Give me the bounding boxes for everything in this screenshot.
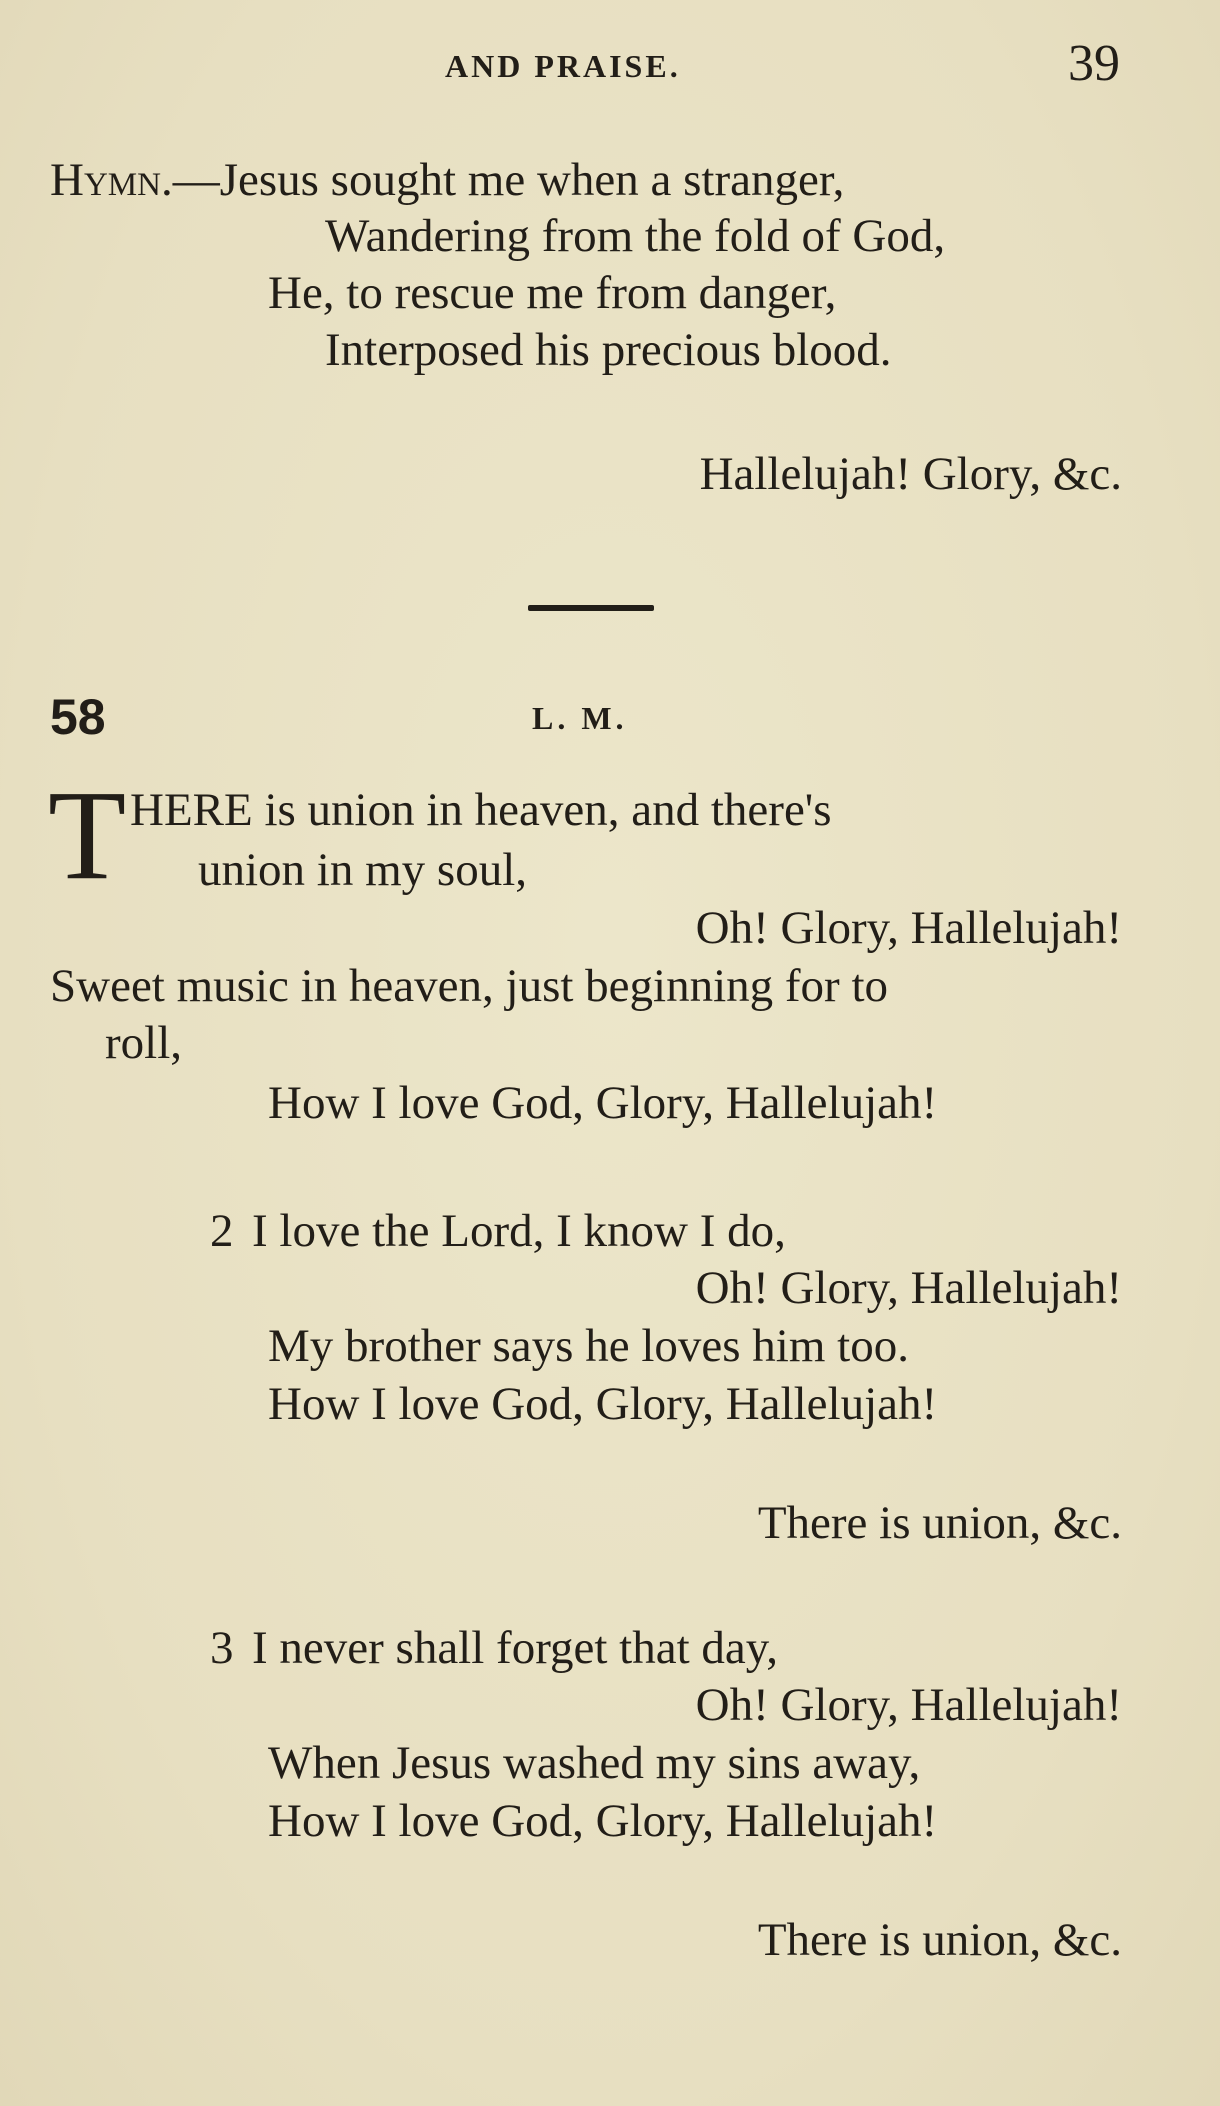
hymn-stanza-line-4: Interposed his precious blood. <box>325 324 892 376</box>
hymn-stanza-line-3: He, to rescue me from danger, <box>268 267 837 319</box>
hymn-stanza-line-1 <box>50 152 844 208</box>
verse1-line-4: Sweet music in heaven, just beginning for to <box>50 960 889 1012</box>
verse1-line-1: HERE is union in heaven, and there's <box>130 784 832 836</box>
verse1-line-2: union in my soul, <box>198 844 528 896</box>
hymn-stanza-line-2: Wandering from the fold of God, <box>325 210 946 262</box>
verse1-line-3: Oh! Glory, Hallelujah! <box>695 902 1122 954</box>
running-header: AND PRAISE. <box>445 48 681 84</box>
hymn-dash: — <box>172 154 220 206</box>
section-divider <box>528 605 654 611</box>
verse2-line-2: Oh! Glory, Hallelujah! <box>695 1262 1122 1314</box>
page-number: 39 <box>1068 35 1120 92</box>
hymn-stanza-refrain: Hallelujah! Glory, &c. <box>699 448 1122 500</box>
drop-cap: T <box>48 764 127 906</box>
verse3-line-2: Oh! Glory, Hallelujah! <box>695 1679 1122 1731</box>
verse2-line-4: How I love God, Glory, Hallelujah! <box>268 1378 938 1430</box>
verse2-line-1 <box>210 1203 786 1259</box>
verse1-line-6: How I love God, Glory, Hallelujah! <box>268 1077 938 1129</box>
verse3-line-4: How I love God, Glory, Hallelujah! <box>268 1795 938 1847</box>
verse2-line-3: My brother says he loves him too. <box>268 1320 909 1372</box>
hymn-number: 58 <box>50 689 106 745</box>
hymn-stanza-text-1: Jesus sought me when a stranger, <box>219 154 845 206</box>
verse3-number: 3 <box>210 1622 234 1674</box>
verse2-text-1: I love the Lord, I know I do, <box>252 1205 786 1257</box>
verse1-line-5: roll, <box>105 1017 183 1069</box>
verse3-line-3: When Jesus washed my sins away, <box>268 1737 921 1789</box>
verse3-refrain: There is union, &c. <box>757 1914 1122 1966</box>
verse3-text-1: I never shall forget that day, <box>252 1622 778 1674</box>
verse2-refrain: There is union, &c. <box>757 1497 1122 1549</box>
verse3-line-1 <box>210 1620 778 1676</box>
verse2-number: 2 <box>210 1205 234 1257</box>
hymn-meter: L. M. <box>532 700 628 736</box>
hymn-label: Hymn. <box>50 154 173 206</box>
